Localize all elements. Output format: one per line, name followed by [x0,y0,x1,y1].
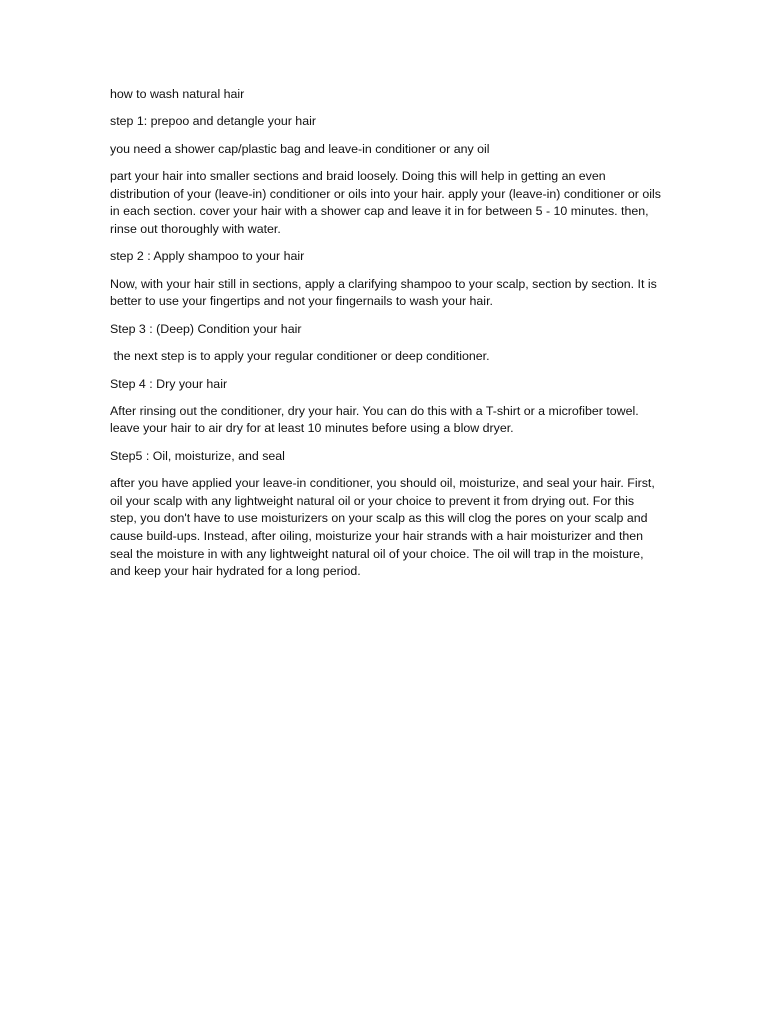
document-page [110,86,662,591]
step-1-heading: step 1: prepoo and detangle your hair [110,114,316,129]
step-3-body: the next step is to apply your regular conditioner or deep conditioner. [110,349,490,364]
document-title: how to wash natural hair [110,87,245,101]
step-2-body: Now, with your hair still in sections, apply a clarifying shampoo to your scalp, section by section. It is better to use your fingertips and not your fingernails to wash your hair. [110,276,657,309]
step-1-body: part your hair into smaller sections and braid loosely. Doing this will help in getting an even distribution of your (leave-in) conditioner or oils into your hair. apply your (leave-in) conditioner or oils in each section. cover your hair with a shower cap and leave it in for between 5 - 10 minutes. then, rinse out thoroughly with water. [110,169,661,236]
step-4-heading: Step 4 : Dry your hair [110,376,228,391]
step-4-body: After rinsing out the conditioner, dry your hair. You can do this with a T-shirt or a microfiber towel. leave your hair to air dry for at least 10 minutes before using a blow dryer. [110,403,639,436]
step-2-heading: step 2 : Apply shampoo to your hair [110,249,305,264]
step-1-requirements: you need a shower cap/plastic bag and leave-in conditioner or any oil [110,141,490,156]
step-3-heading: Step 3 : (Deep) Condition your hair [110,321,302,336]
step-5-heading: Step5 : Oil, moisturize, and seal [110,448,285,463]
step-5-body: after you have applied your leave-in conditioner, you should oil, moisturize, and seal your hair. First, oil your scalp with any lightweight natural oil or your choice to prevent it from drying out. For this step, you don't have to use moisturizers on your scalp as this will clog the pores on your scalp and cause build-ups. Instead, after oiling, moisturize your hair strands with a hair moisturizer and then seal the moisture in with any lightweight natural oil of your choice. The oil will trap in the moisture, and keep your hair hydrated for a long period. [110,476,655,579]
